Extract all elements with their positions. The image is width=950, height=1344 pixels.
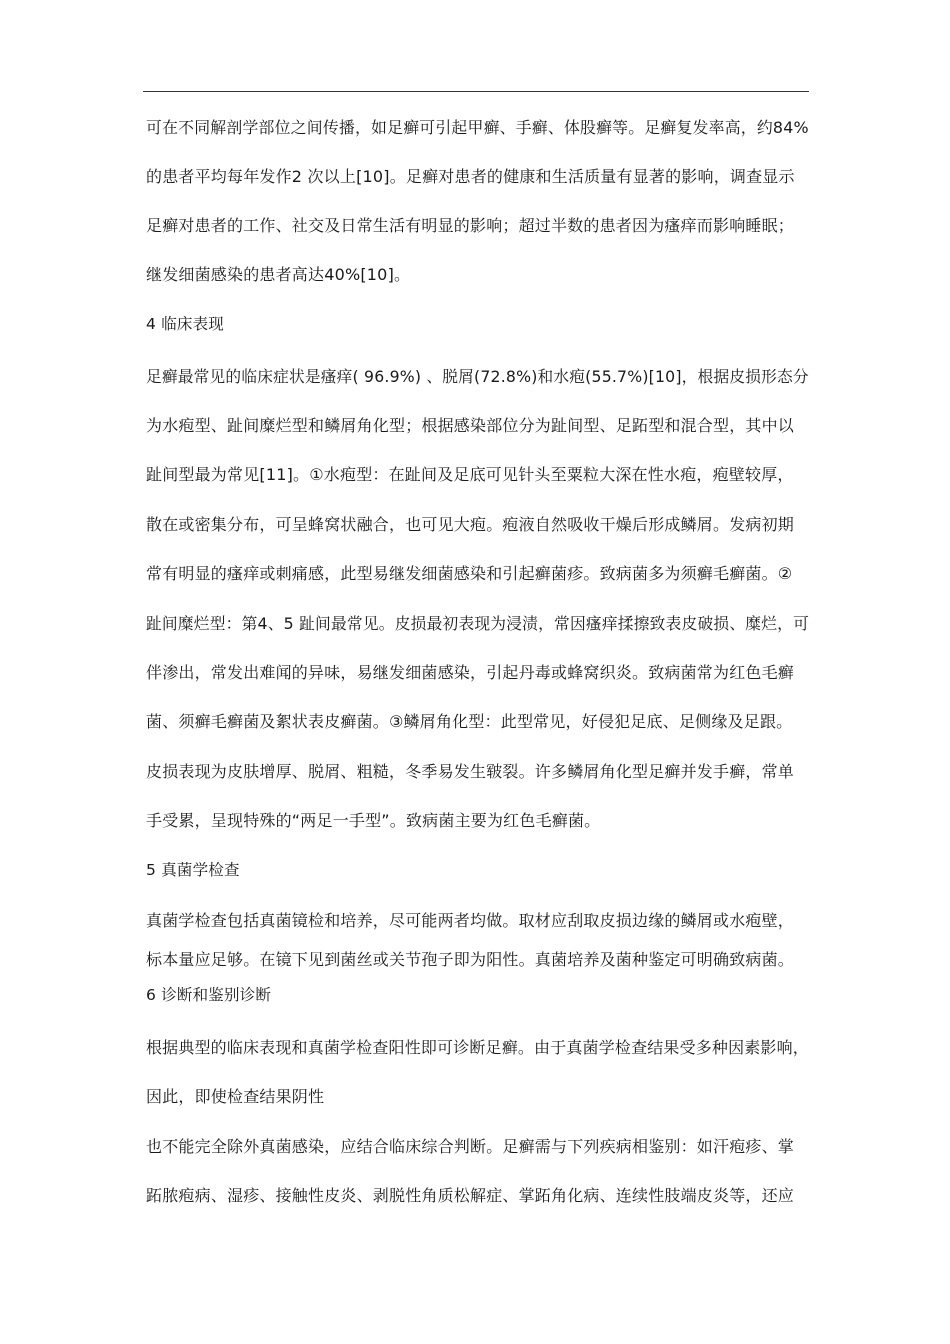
paragraph-line: 常有明显的瘙痒或刺痛感，此型易继发细菌感染和引起癣菌疹。致病菌多为须癣毛癣菌。② (146, 564, 793, 583)
paragraph-line: 也不能完全除外真菌感染，应结合临床综合判断。足癣需与下列疾病相鉴别：如汗疱疹、掌 (146, 1137, 795, 1156)
paragraph-line: 散在或密集分布，可呈蜂窝状融合，也可见大疱。疱液自然吸收干燥后形成鳞屑。发病初期 (146, 515, 795, 534)
paragraph-line: 真菌学检查包括真菌镜检和培养，尽可能两者均做。取材应刮取皮损边缘的鳞屑或水疱壁， (146, 911, 795, 930)
header-rule (143, 91, 809, 92)
paragraph-line: 皮损表现为皮肤增厚、脱屑、粗糙，冬季易发生皲裂。许多鳞屑角化型足癣并发手癣，常单 (146, 762, 795, 781)
paragraph-line: 标本量应足够。在镜下见到菌丝或关节孢子即为阳性。真菌培养及菌种鉴定可明确致病菌。 (146, 950, 795, 969)
paragraph-line: 足癣对患者的工作、社交及日常生活有明显的影响；超过半数的患者因为瘙痒而影响睡眠； (146, 216, 795, 235)
paragraph-line: 的患者平均每年发作2 次以上[10]。足癣对患者的健康和生活质量有显著的影响，调查显示 (146, 167, 795, 186)
paragraph-line: 跖脓疱病、湿疹、接触性皮炎、剥脱性角质松解症、掌跖角化病、连续性肢端皮炎等，还应 (146, 1186, 795, 1205)
section-heading-6: 6 诊断和鉴别诊断 (146, 986, 272, 1004)
paragraph-line: 手受累，呈现特殊的“两足一手型”。致病菌主要为红色毛癣菌。 (146, 811, 601, 830)
section-heading-4: 4 临床表现 (146, 315, 224, 333)
section-heading-5: 5 真菌学检查 (146, 861, 240, 879)
paragraph-line: 趾间型最为常见[11]。①水疱型：在趾间及足底可见针头至粟粒大深在性水疱，疱壁较厚， (146, 465, 794, 484)
paragraph-line: 足癣最常见的临床症状是瘙痒( 96.9%) 、脱屑(72.8%)和水疱(55.7%)[10]，根据皮损形态分 (146, 367, 809, 386)
paragraph-line: 继发细菌感染的患者高达40%[10]。 (146, 265, 411, 284)
paragraph-line: 菌、须癣毛癣菌及絮状表皮癣菌。③鳞屑角化型：此型常见，好侵犯足底、足侧缘及足跟。 (146, 712, 793, 731)
paragraph-line: 趾间糜烂型：第4、5 趾间最常见。皮损最初表现为浸渍，常因瘙痒揉擦致表皮破损、糜烂，可 (146, 614, 810, 633)
paragraph-line: 伴渗出，常发出难闻的异味，易继发细菌感染，引起丹毒或蜂窝织炎。致病菌常为红色毛癣 (146, 663, 795, 682)
paragraph-line: 因此，即使检查结果阴性 (146, 1087, 325, 1106)
paragraph-line: 可在不同解剖学部位之间传播，如足癣可引起甲癣、手癣、体股癣等。足癣复发率高，约84% (146, 118, 809, 137)
paragraph-line: 为水疱型、趾间糜烂型和鳞屑角化型；根据感染部位分为趾间型、足跖型和混合型，其中以 (146, 416, 795, 435)
paragraph-line: 根据典型的临床表现和真菌学检查阳性即可诊断足癣。由于真菌学检查结果受多种因素影响， (146, 1038, 809, 1057)
